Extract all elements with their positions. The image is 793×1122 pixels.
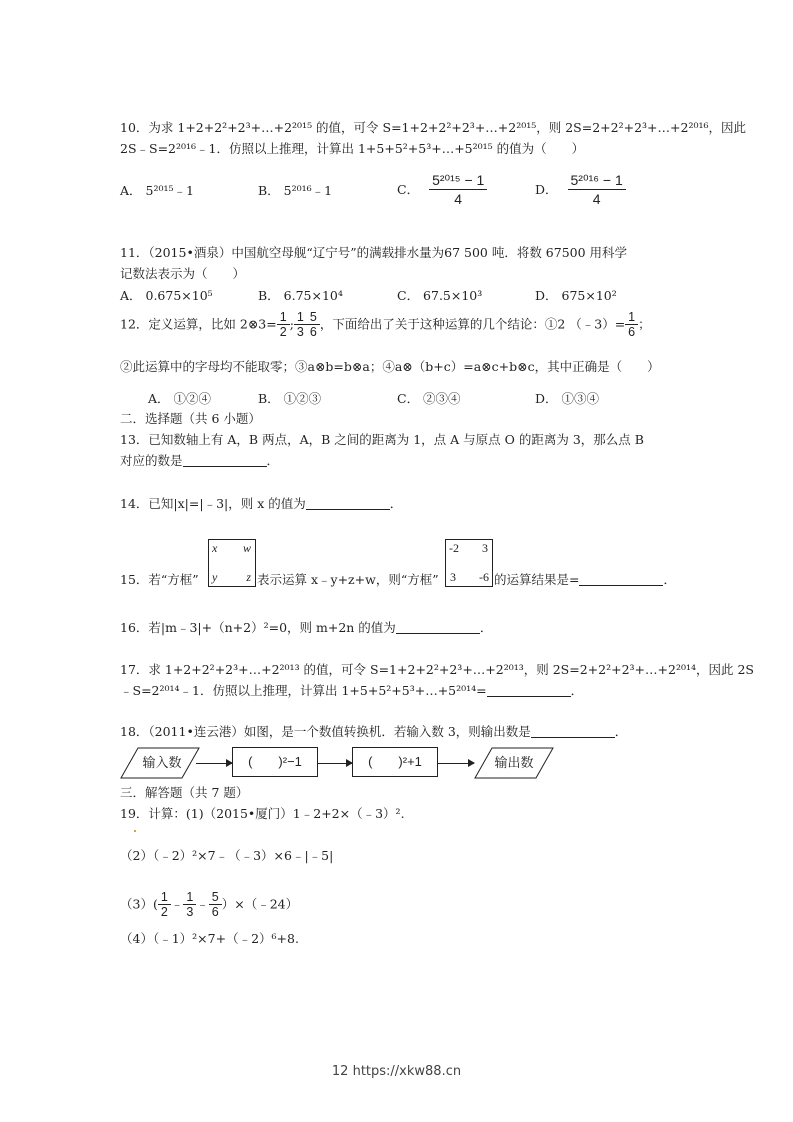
q10-option-d-label: D． [535,182,558,197]
fraction-denominator: 6 [309,325,317,339]
flow-input-label: 输入数 [142,755,182,770]
q11-line1: 11．（2015•酒泉）中国航空母舰“辽宁号”的满载排水量为67 500 吨．将数 67500 用科学 [120,245,628,260]
q16-end: ． [479,620,493,635]
q12-line1 [120,310,651,339]
q10-option-d [535,172,626,208]
q13-answer-blank[interactable] [183,466,267,467]
q18-line [120,724,627,740]
q14-answer-blank[interactable] [306,509,390,510]
minus-sign: ﹣ [196,896,209,912]
box-top-left: -2 [449,541,459,555]
q14-line [120,496,402,512]
q17-line2 [120,683,583,699]
fraction-numerator: 5 [307,310,320,325]
box-top-right: 3 [482,541,488,555]
fraction-numerator: 1 [158,890,171,905]
fraction-denominator: 6 [211,905,219,919]
q19-part3-suffix: ）×（﹣24） [221,896,299,912]
q19-part2: （2）（﹣2）²×7﹣（﹣3）×6﹣|﹣5| [120,848,334,863]
section-2-heading: 二．选择题（共 6 小题） [120,411,261,426]
q18-text: 18．（2011•连云港）如图，是一个数值转换机．若输入数 3，则输出数是 [120,724,531,739]
q12-option-b: B． ①②③ [258,391,322,406]
fraction-numerator: 5²⁰¹⁶ − 1 [568,172,626,190]
q17-end: ． [570,683,584,698]
q15-answer-blank[interactable] [579,585,663,586]
q17-answer-blank[interactable] [487,696,571,697]
q10-option-c-label: C． [397,182,420,197]
q11-line2: 记数法表示为（ ） [120,266,246,281]
q16-answer-blank[interactable] [396,633,480,634]
q10-option-b: B． 5²⁰¹⁶﹣1 [258,183,333,198]
q17-line1: 17．求 1+2+2²+2³+…+2²⁰¹³ 的值，可令 S=1+2+2²+2³+…+2²⁰¹³，则 2S=2+2²+2³+…+2²⁰¹⁴，因此 2S [120,662,754,677]
flow-step-1: ( )²−1 [232,747,318,777]
q19-line1: 19．计算：(1)（2015•厦门）1﹣2+2×（﹣3）². [120,806,405,821]
flow-arrow-2 [318,763,352,764]
q10-line1: 10．为求 1+2+2²+2³+…+2²⁰¹⁵ 的值，可令 S=1+2+2²+2³+…+2²⁰¹⁵，则 2S=2+2²+2³+…+2²⁰¹⁶，因此 [120,120,746,135]
box-top-right: w [242,541,251,555]
minus-sign: ﹣ [170,896,184,912]
q11-option-c: C． 67.5×10³ [397,288,483,303]
q15-end: ． [663,572,676,587]
q15-prefix: 15．若“方框” [120,572,199,587]
q13-end: ． [266,453,280,468]
q18-answer-blank[interactable] [531,737,615,738]
box-bottom-right: z [246,570,251,584]
flow-arrow-1 [196,763,232,764]
fraction-denominator: 3 [296,325,304,339]
q12-end: ； [638,316,651,332]
q12-option-c: C． ②③④ [397,391,461,406]
q16-line [120,620,492,636]
q13-text: 对应的数是 [120,453,183,468]
fraction-denominator: 6 [628,325,636,339]
fraction-numerator: 1 [183,890,196,905]
q13-line1: 13．已知数轴上有 A，B 两点，A，B 之间的距离为 1，点 A 与原点 O 的距离为 3，那么点 B [120,432,644,447]
q10-option-c-fraction [429,172,487,208]
section-3-heading: 三．解答题（共 7 题） [120,785,249,800]
q15-middle-text: 表示运算 x﹣y+z+w，则“方框” [257,572,439,587]
fraction-numerator: 1 [277,310,290,325]
fraction-numerator: 5 [209,890,222,905]
q19-fraction-2 [183,890,196,919]
q13-line2 [120,453,279,469]
q12-option-d: D． ①③④ [535,391,599,406]
q10-option-a: A． 5²⁰¹⁵﹣1 [120,183,194,198]
q11-option-b: B． 6.75×10⁴ [258,288,343,303]
q12-option-a: A． ①②④ [148,391,212,406]
q19-part4: （4）（﹣1）²×7+（﹣2）⁶+8. [120,931,299,946]
fraction-denominator: 4 [454,191,463,207]
fraction-denominator: 3 [186,905,194,919]
fraction-numerator: 1 [294,310,307,325]
q16-text: 16．若|m﹣3|+（n+2）²=0，则 m+2n 的值为 [120,620,396,635]
q12-fraction-1 [277,310,290,339]
fraction-denominator: 2 [160,905,168,919]
fraction-numerator: 5²⁰¹⁵ − 1 [429,172,487,190]
q11-option-d: D． 675×10² [535,288,617,303]
q19-fraction-1 [158,890,171,919]
q10-option-d-fraction [568,172,626,208]
q17-text: ﹣S=2²⁰¹⁴﹣1．仿照以上推理，计算出 1+5+5²+5³+…+5²⁰¹⁴= [120,683,487,698]
q15-box-variables [208,539,256,587]
flow-arrow-3 [438,763,474,764]
q11-option-a: A． 0.675×10⁵ [120,288,213,303]
stray-dot [134,830,136,832]
fraction-denominator: 4 [592,191,601,207]
q12-line2: ②此运算中的字母均不能取零；③a⊗b=b⊗a；④a⊗（b+c）=a⊗c+b⊗c，其中正确是（ ） [120,359,660,374]
fraction-numerator: 1 [625,310,638,325]
q18-end: ． [614,724,628,739]
box-bottom-right: -6 [479,570,489,584]
q12-fraction-2 [294,310,307,339]
q12-separator: ; [289,316,294,332]
q19-fraction-3 [209,890,222,919]
q14-end: ． [389,496,403,511]
q10-option-c [397,172,487,208]
box-top-left: x [212,541,218,555]
q14-text: 14．已知|x|=|﹣3|，则 x 的值为 [120,496,306,511]
page-footer: 12 https://xkw88.cn [331,1064,462,1079]
q15-post-text: 的运算结果是= [494,572,580,587]
box-bottom-left: y [212,570,218,584]
q10-line2: 2S﹣S=2²⁰¹⁶﹣1．仿照以上推理，计算出 1+5+5²+5³+…+5²⁰¹⁵ 的值为（ ） [120,141,585,156]
q12-fraction-4 [625,310,638,339]
q15-suffix [494,572,676,588]
box-bottom-left: 3 [450,570,456,584]
q19-part3-prefix: （3）( [120,896,158,912]
flow-output-label: 输出数 [494,755,534,770]
q19-part3 [120,890,298,919]
flow-step-2: ( )²+1 [352,747,438,777]
q12-middle-text: ，下面给出了关于这种运算的几个结论：①2 （﹣3）= [319,316,626,332]
fraction-denominator: 2 [279,325,287,339]
q12-fraction-3 [307,310,320,339]
q15-box-numbers [445,539,493,587]
q12-prefix: 12．定义运算，比如 2⊗3= [120,316,277,332]
